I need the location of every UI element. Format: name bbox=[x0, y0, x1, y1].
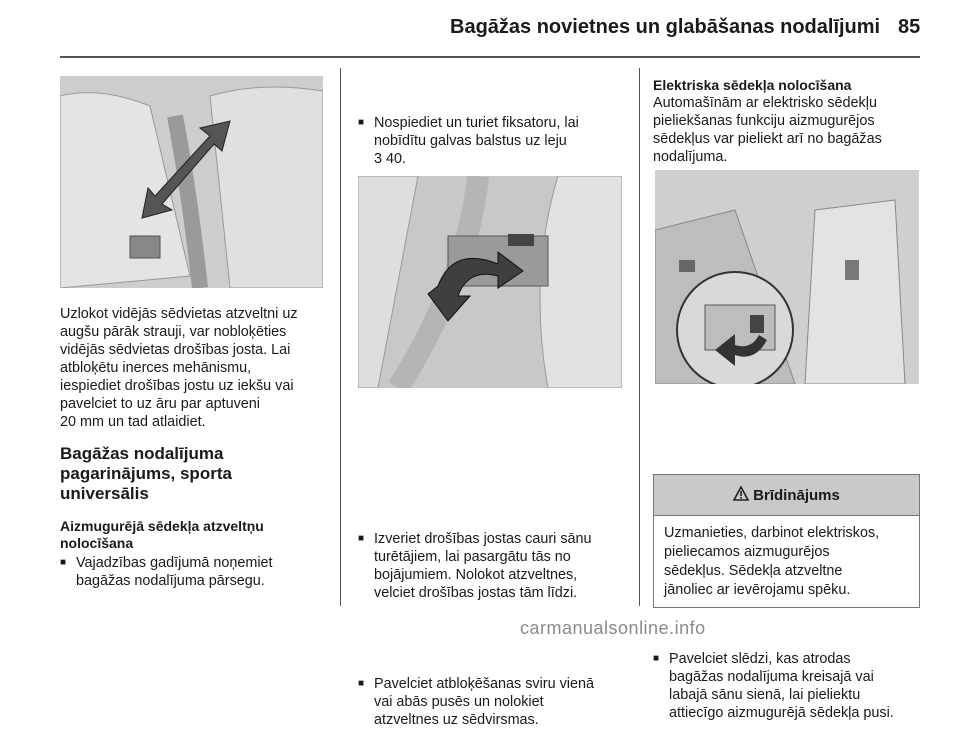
bullet-line: attiecīgo aizmugurējā sēdekļa pusi. bbox=[669, 705, 894, 721]
paragraph-line: Automašīnām ar elektrisko sēdekļu bbox=[653, 95, 877, 111]
paragraph-line: pavelciet to uz āru par aptuveni bbox=[60, 396, 260, 412]
paragraph-line: nodalījuma. bbox=[653, 149, 728, 165]
warning-header bbox=[654, 475, 919, 516]
column-divider-1 bbox=[340, 68, 341, 606]
paragraph-line: iespiediet drošības jostu uz iekšu vai bbox=[60, 378, 294, 394]
warning-title: Brīdinājums bbox=[753, 486, 840, 504]
bullet-line: 3 40. bbox=[374, 151, 407, 167]
header-rule bbox=[60, 56, 920, 58]
bullet-line: bagāžas nodalījuma pārsegu. bbox=[76, 573, 265, 589]
subheading: nolocīšana bbox=[60, 535, 134, 551]
figure-seatbelt-headrest bbox=[60, 76, 323, 288]
bullet-line: ■ Nospiediet un turiet fiksatoru, lai bbox=[374, 115, 579, 131]
warning-line: jānoliec ar ievērojamu spēku. bbox=[664, 582, 851, 598]
paragraph-line: pieliekšanas funkciju aizmugurējos bbox=[653, 113, 875, 129]
bullet-line: nobīdītu galvas balstus uz leju bbox=[374, 133, 567, 149]
bullet-line: ■ Vajadzības gadījumā noņemiet bbox=[76, 555, 273, 571]
section-heading: Elektriska sēdekļa nolocīšana bbox=[653, 77, 852, 93]
warning-triangle-icon bbox=[733, 486, 749, 505]
bullet-line: labajā sānu sienā, lai pieliektu bbox=[669, 687, 861, 703]
section-heading: pagarinājums, sporta bbox=[60, 464, 232, 483]
paragraph-line: atbloķētu inerces mehānismu, bbox=[60, 360, 252, 376]
section-heading: Bagāžas nodalījuma bbox=[60, 444, 224, 463]
bullet-line: bojājumiem. Nolokot atzveltnes, bbox=[374, 567, 578, 583]
watermark: carmanualsonline.info bbox=[520, 618, 706, 638]
bullet-line: turētājiem, lai pasargātu tās no bbox=[374, 549, 571, 565]
bullet-line: velciet drošības jostas tām līdzi. bbox=[374, 585, 578, 601]
warning-line: sēdekļus. Sēdekļa atzveltne bbox=[664, 563, 843, 579]
bullet-line: bagāžas nodalījuma kreisajā vai bbox=[669, 669, 874, 685]
paragraph-line: Uzlokot vidējās sēdvietas atzveltni uz bbox=[60, 306, 298, 322]
bullet-line: vai abās pusēs un nolokiet bbox=[374, 694, 544, 710]
warning-box bbox=[653, 474, 920, 608]
list-item bbox=[358, 675, 644, 729]
page-header-title: Bagāžas novietnes un glabāšanas nodalījumi bbox=[450, 16, 881, 38]
page-number: 85 bbox=[898, 16, 921, 38]
paragraph-line: vidējās sēdvietas drošības josta. Lai bbox=[60, 342, 291, 358]
bullet-line: ■ Pavelciet slēdzi, kas atrodas bbox=[669, 651, 851, 667]
figure-armrest bbox=[358, 176, 622, 388]
figure-trunk-switch bbox=[655, 170, 919, 384]
bullet-line: atzveltnes uz sēdvirsmas. bbox=[374, 712, 539, 728]
list-item bbox=[60, 554, 336, 590]
list-item bbox=[358, 114, 644, 168]
section-heading: universālis bbox=[60, 484, 149, 503]
bullet-line: ■ Izveriet drošības jostas cauri sānu bbox=[374, 531, 592, 547]
list-item bbox=[653, 650, 941, 722]
subheading: Aizmugurējā sēdekļa atzveltņu bbox=[60, 518, 264, 534]
paragraph-line: 20 mm un tad atlaidiet. bbox=[60, 414, 206, 430]
warning-line: pieliecamos aizmugurējos bbox=[664, 544, 830, 560]
warning-line: Uzmanieties, darbinot elektriskos, bbox=[664, 525, 880, 541]
paragraph-line: augšu pārāk strauji, var nobloķēties bbox=[60, 324, 287, 340]
bullet-line: ■ Pavelciet atbloķēšanas sviru vienā bbox=[374, 676, 594, 692]
list-item bbox=[358, 530, 644, 602]
paragraph-line: sēdekļus var pieliekt arī no bagāžas bbox=[653, 131, 882, 147]
